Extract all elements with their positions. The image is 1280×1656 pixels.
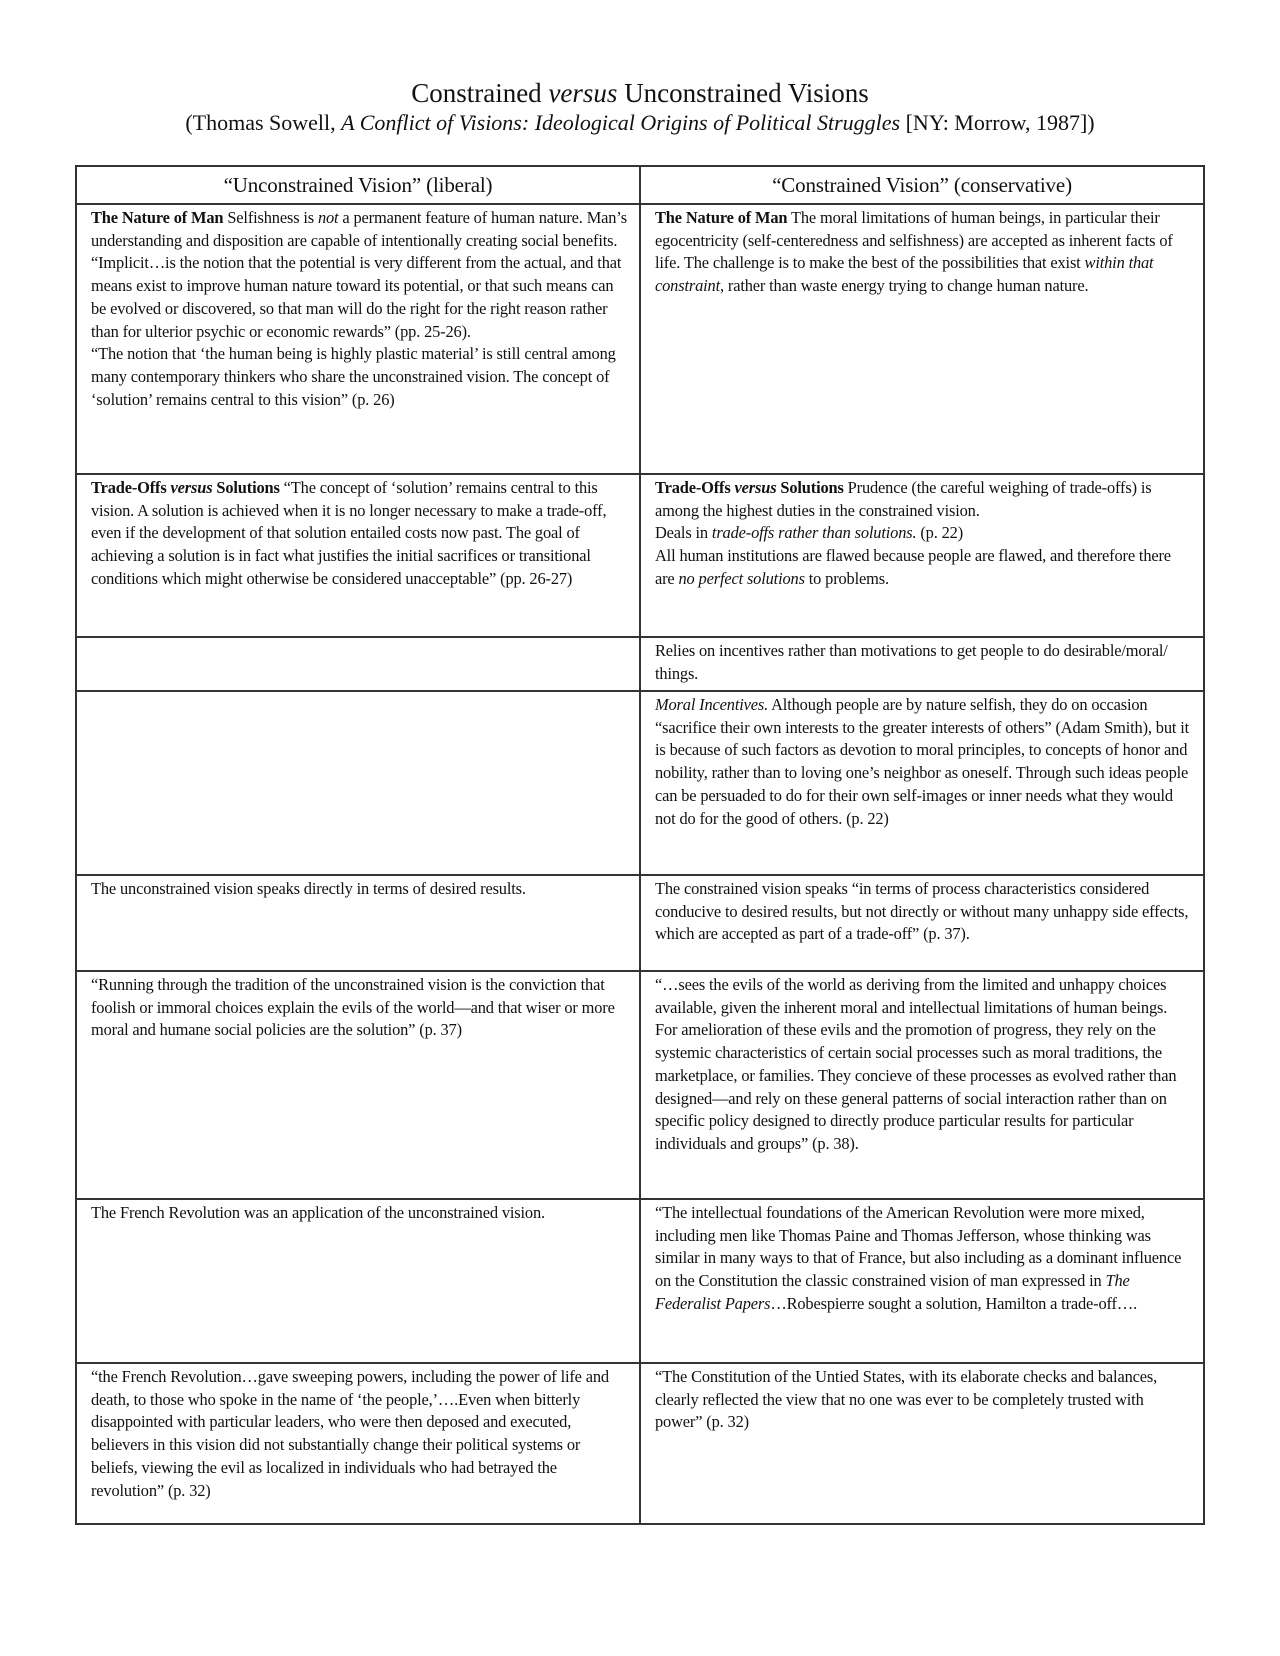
unconstrained-cell (76, 691, 640, 875)
cell-text: within that constraint (655, 253, 1154, 296)
unconstrained-cell (76, 1199, 640, 1363)
cell-text: The unconstrained vision speaks directly in terms of desired results. (91, 879, 526, 898)
unconstrained-cell (76, 1363, 640, 1524)
cell-paragraph (655, 694, 1191, 830)
header-constrained: “Constrained Vision” (conservative) (640, 166, 1204, 204)
table-header-row (76, 166, 1204, 204)
cell-text: Deals in (655, 523, 712, 543)
table-row (76, 474, 1204, 637)
cell-text: The moral limitations of human beings, in particular their egocentricity (self-centeredness and selfishness) are accepted as inherent facts of life. The challenge is to make the best of the possibilities that exist (655, 208, 1173, 273)
unconstrained-cell (76, 204, 640, 474)
subtitle-text: (Thomas Sowell, (185, 110, 342, 135)
cell-paragraph (655, 1366, 1191, 1434)
cell-paragraph (655, 207, 1191, 298)
subtitle-text: [NY: Morrow, 1987]) (900, 110, 1095, 135)
document-subtitle (0, 110, 1280, 136)
cell-paragraph (655, 477, 1191, 522)
cell-text: Relies on incentives rather than motivations to get people to do desirable/moral/ things. (655, 641, 1168, 683)
cell-text: trade-offs rather than solutions. (711, 523, 917, 543)
cell-text: “The concept of ‘solution’ remains central to this vision. A solution is achieved when it is no longer necessary to make a trade-off, even if the development of that solution entailed costs now past. The goal of achieving a solution is in fact what justifies the initial sacrifices or transitional conditions which might otherwise be considered unacceptable” (pp. 26-27) (91, 478, 607, 588)
table-row (76, 875, 1204, 971)
table-row (76, 971, 1204, 1199)
cell-paragraph (91, 1202, 627, 1225)
cell-text: All human institutions are flawed because people are flawed, and therefore there are (655, 546, 1171, 588)
cell-paragraph (91, 878, 627, 901)
cell-text: (p. 22) (916, 523, 964, 543)
constrained-cell (640, 691, 1204, 875)
cell-text: Moral Incentives. (655, 695, 769, 714)
cell-paragraph (91, 974, 627, 1042)
cell-text: a permanent feature of human nature. Man’s understanding and disposition are capable of intentionally creating social benefits. “Implicit…is the notion that the potential is very different from the actual, and that means exist to improve human nature toward its potential, or that such means can be evolved or discovered, so that man will do the right for the right reason rather than for ulterior psychic or economic rewards” (pp. 25-26). (91, 208, 627, 341)
cell-text: The French Revolution was an application of the unconstrained vision. (91, 1203, 545, 1222)
cell-text: “Running through the tradition of the unconstrained vision is the conviction that foolish or immoral choices explain the evils of the world—and that wiser or more moral and humane social policies are the solution” (p. 37) (91, 975, 615, 1040)
cell-paragraph (91, 207, 627, 343)
constrained-cell (640, 875, 1204, 971)
document-title (0, 78, 1280, 109)
cell-text: “…sees the evils of the world as deriving from the limited and unhappy choices available, given the inherent moral and intellectual limitations of human beings. For amelioration of these evils and the promotion of progress, they rely on the systemic characteristics of certain social processes such as moral traditions, the marketplace, or families. They concieve of these processes as evolved rather than designed—and rely on these general patterns of social interaction rather than on specific policy designed to directly produce particular results for particular individuals and groups” (p. 38). (655, 975, 1177, 1153)
header-unconstrained: “Unconstrained Vision” (liberal) (76, 166, 640, 204)
cell-text: no perfect solutions (678, 568, 805, 588)
constrained-cell (640, 971, 1204, 1199)
title-text: Unconstrained Visions (617, 78, 869, 108)
cell-text: “The intellectual foundations of the American Revolution were more mixed, including men like Thomas Paine and Thomas Jefferson, whose thinking was similar in many ways to that of France, but also including as a dominant influence on the Constitution the classic constrained vision of man expressed in (655, 1203, 1182, 1291)
section-heading: The Nature of Man (91, 208, 224, 227)
constrained-cell (640, 474, 1204, 637)
section-heading: Solutions (776, 478, 844, 497)
title-italic: versus (548, 78, 618, 108)
constrained-cell (640, 1363, 1204, 1524)
constrained-cell (640, 1199, 1204, 1363)
cell-text: not (317, 208, 339, 227)
cell-paragraph (655, 1202, 1191, 1316)
cell-text: , rather than waste energy trying to change human nature. (719, 276, 1089, 296)
cell-paragraph (655, 545, 1191, 590)
book-title: A Conflict of Visions: Ideological Origins of Political Struggles (341, 110, 901, 135)
unconstrained-cell (76, 637, 640, 691)
cell-text: …Robespierre sought a solution, Hamilton a trade-off…. (770, 1293, 1138, 1313)
constrained-cell (640, 637, 1204, 691)
cell-text: “The Constitution of the Untied States, with its elaborate checks and balances, clearly reflected the view that no one was ever to be completely trusted with power” (p. 32) (655, 1367, 1158, 1432)
section-heading: The Nature of Man (655, 208, 788, 227)
cell-text: “The notion that ‘the human being is highly plastic material’ is still central among many contemporary thinkers who share the unconstrained vision. The concept of ‘solution’ remains central to this vision” (p. 26) (91, 344, 616, 409)
section-heading: Trade-Offs (91, 478, 171, 497)
unconstrained-cell (76, 474, 640, 637)
table-row (76, 1363, 1204, 1524)
cell-paragraph (655, 522, 1191, 545)
cell-text: Selfishness is (223, 208, 318, 227)
cell-text: to problems. (804, 568, 889, 588)
table-row (76, 204, 1204, 474)
table-row (76, 691, 1204, 875)
table-row (76, 637, 1204, 691)
cell-text: Although people are by nature selfish, they do on occasion “sacrifice their own interests to the greater interests of others” (Adam Smith), but it is because of such factors as devotion to moral principles, to concepts of honor and nobility, rather than to loving one’s neighbor as oneself. Through such ideas people can be persuaded to do for their own self-images or inner needs what they would not do for the good of others. (p. 22) (655, 695, 1190, 828)
cell-text: “the French Revolution…gave sweeping powers, including the power of life and death, to those who spoke in the name of ‘the people,’….Even when bitterly disappointed with particular leaders, who were then deposed and executed, believers in this vision did not substantially change their political systems or beliefs, viewing the evil as localized in individuals who had betrayed the revolution” (p. 32) (91, 1367, 609, 1500)
constrained-cell (640, 204, 1204, 474)
cell-text: The constrained vision speaks “in terms of process characteristics considered conducive to desired results, but not directly or without many unhappy side effects, which are accepted as part of a trade-off” (p. 37). (655, 879, 1189, 944)
cell-paragraph (655, 878, 1191, 946)
title-text: Constrained (411, 78, 549, 108)
unconstrained-cell (76, 875, 640, 971)
section-heading: versus (734, 478, 777, 497)
comparison-table (75, 165, 1205, 1525)
cell-text: Prudence (the careful weighing of trade-offs) is among the highest duties in the constrained vision. (655, 478, 1152, 520)
table-row (76, 1199, 1204, 1363)
cell-paragraph (91, 1366, 627, 1502)
section-heading: Trade-Offs (655, 478, 735, 497)
cell-paragraph (91, 343, 627, 411)
unconstrained-cell (76, 971, 640, 1199)
section-heading: versus (170, 478, 213, 497)
cell-paragraph (655, 640, 1191, 685)
section-heading: Solutions (212, 478, 280, 497)
cell-text: The Federalist Papers (655, 1271, 1130, 1313)
cell-paragraph (655, 974, 1191, 1156)
cell-paragraph (91, 477, 627, 591)
